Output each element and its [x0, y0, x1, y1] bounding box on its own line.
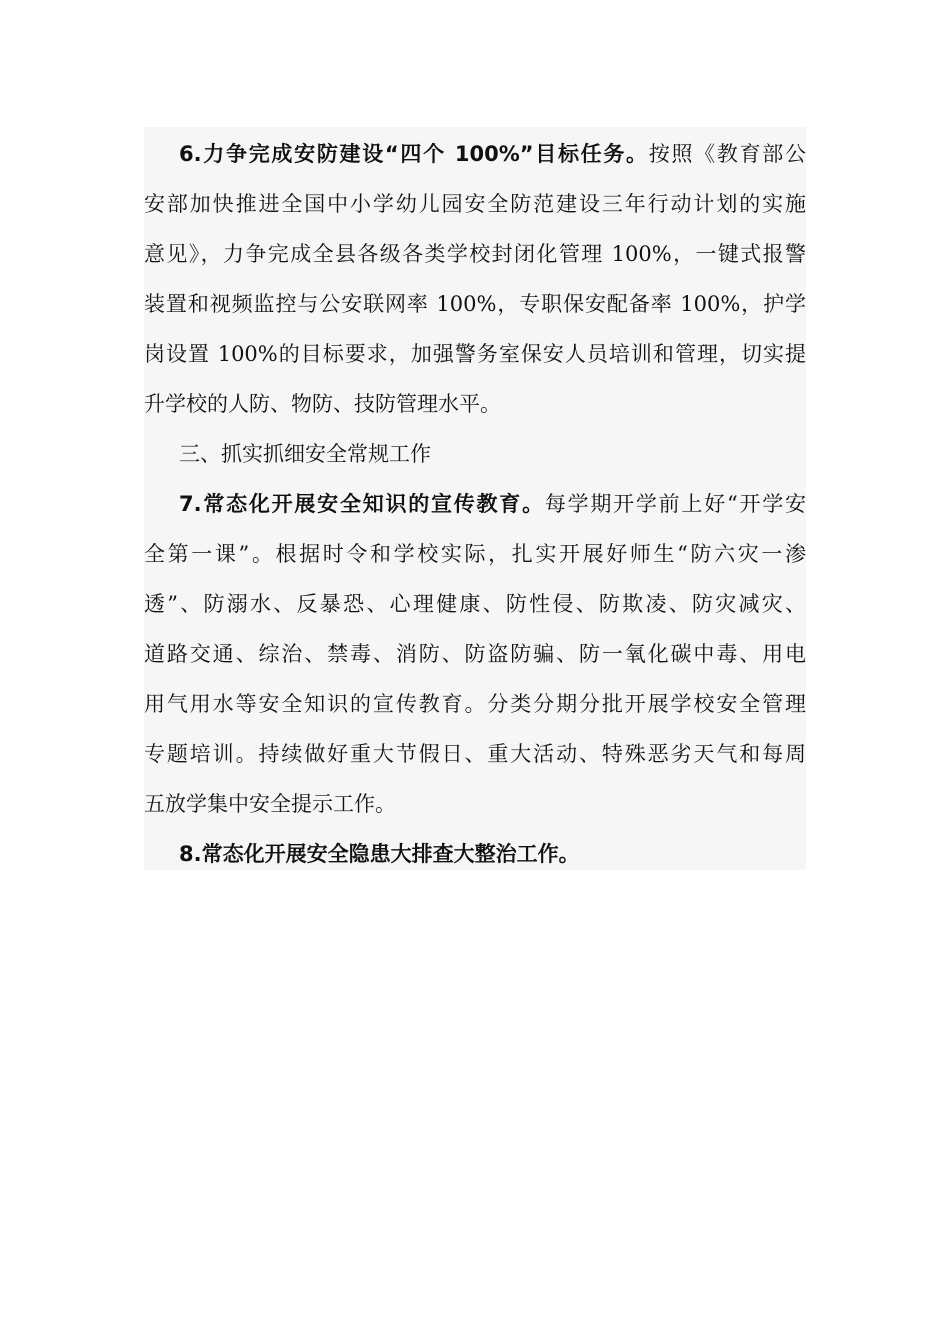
paragraph-7-line-1: [144, 479, 806, 529]
paragraph-8-heading: 8.常态化开展安全隐患大排查大整治工作。: [179, 842, 580, 866]
paragraph-6-line-6: 升学校的人防、物防、技防管理水平。: [144, 392, 501, 416]
paragraph-6-heading: 6.力争完成安防建设“四个 100%”目标任务。: [179, 142, 649, 166]
paragraph-7-line-5: 用气用水等安全知识的宣传教育。分类分期分批开展学校安全管理: [144, 692, 806, 716]
paragraph-6-line-4: 装置和视频监控与公安联网率 100%，专职保安配备率 100%，护学: [144, 292, 806, 316]
paragraph-7-line-2: 全第一课”。根据时令和学校实际，扎实开展好师生“防六灾一渗: [144, 542, 806, 566]
paragraph-7-line-1-text: 每学期开学前上好“开学安: [544, 492, 806, 516]
paragraph-8-line-1: [144, 829, 806, 879]
paragraph-6-line-1-text: 按照《教育部公: [648, 142, 806, 166]
paragraph-6-line-5: 岗设置 100%的目标要求，加强警务室保安人员培训和管理，切实提: [144, 342, 806, 366]
paragraph-6-line-2: 安部加快推进全国中小学幼儿园安全防范建设三年行动计划的实施: [144, 192, 806, 216]
paragraph-7-line-3: 透”、防溺水、反暴恐、心理健康、防性侵、防欺凌、防灾减灾、: [144, 592, 806, 616]
paragraph-6-line-1: [144, 129, 806, 179]
paragraph-6-line-3: 意见》，力争完成全县各级各类学校封闭化管理 100%，一键式报警: [144, 242, 806, 266]
section-3-heading: 三、抓实抓细安全常规工作: [179, 442, 431, 466]
document-text-block: [144, 127, 806, 870]
paragraph-7-heading: 7.常态化开展安全知识的宣传教育。: [179, 492, 545, 516]
paragraph-7-line-6: 专题培训。持续做好重大节假日、重大活动、特殊恶劣天气和每周: [144, 742, 806, 766]
paragraph-7-line-4: 道路交通、综治、禁毒、消防、防盗防骗、防一氧化碳中毒、用电: [144, 642, 806, 666]
paragraph-7-line-7: 五放学集中安全提示工作。: [144, 792, 396, 816]
